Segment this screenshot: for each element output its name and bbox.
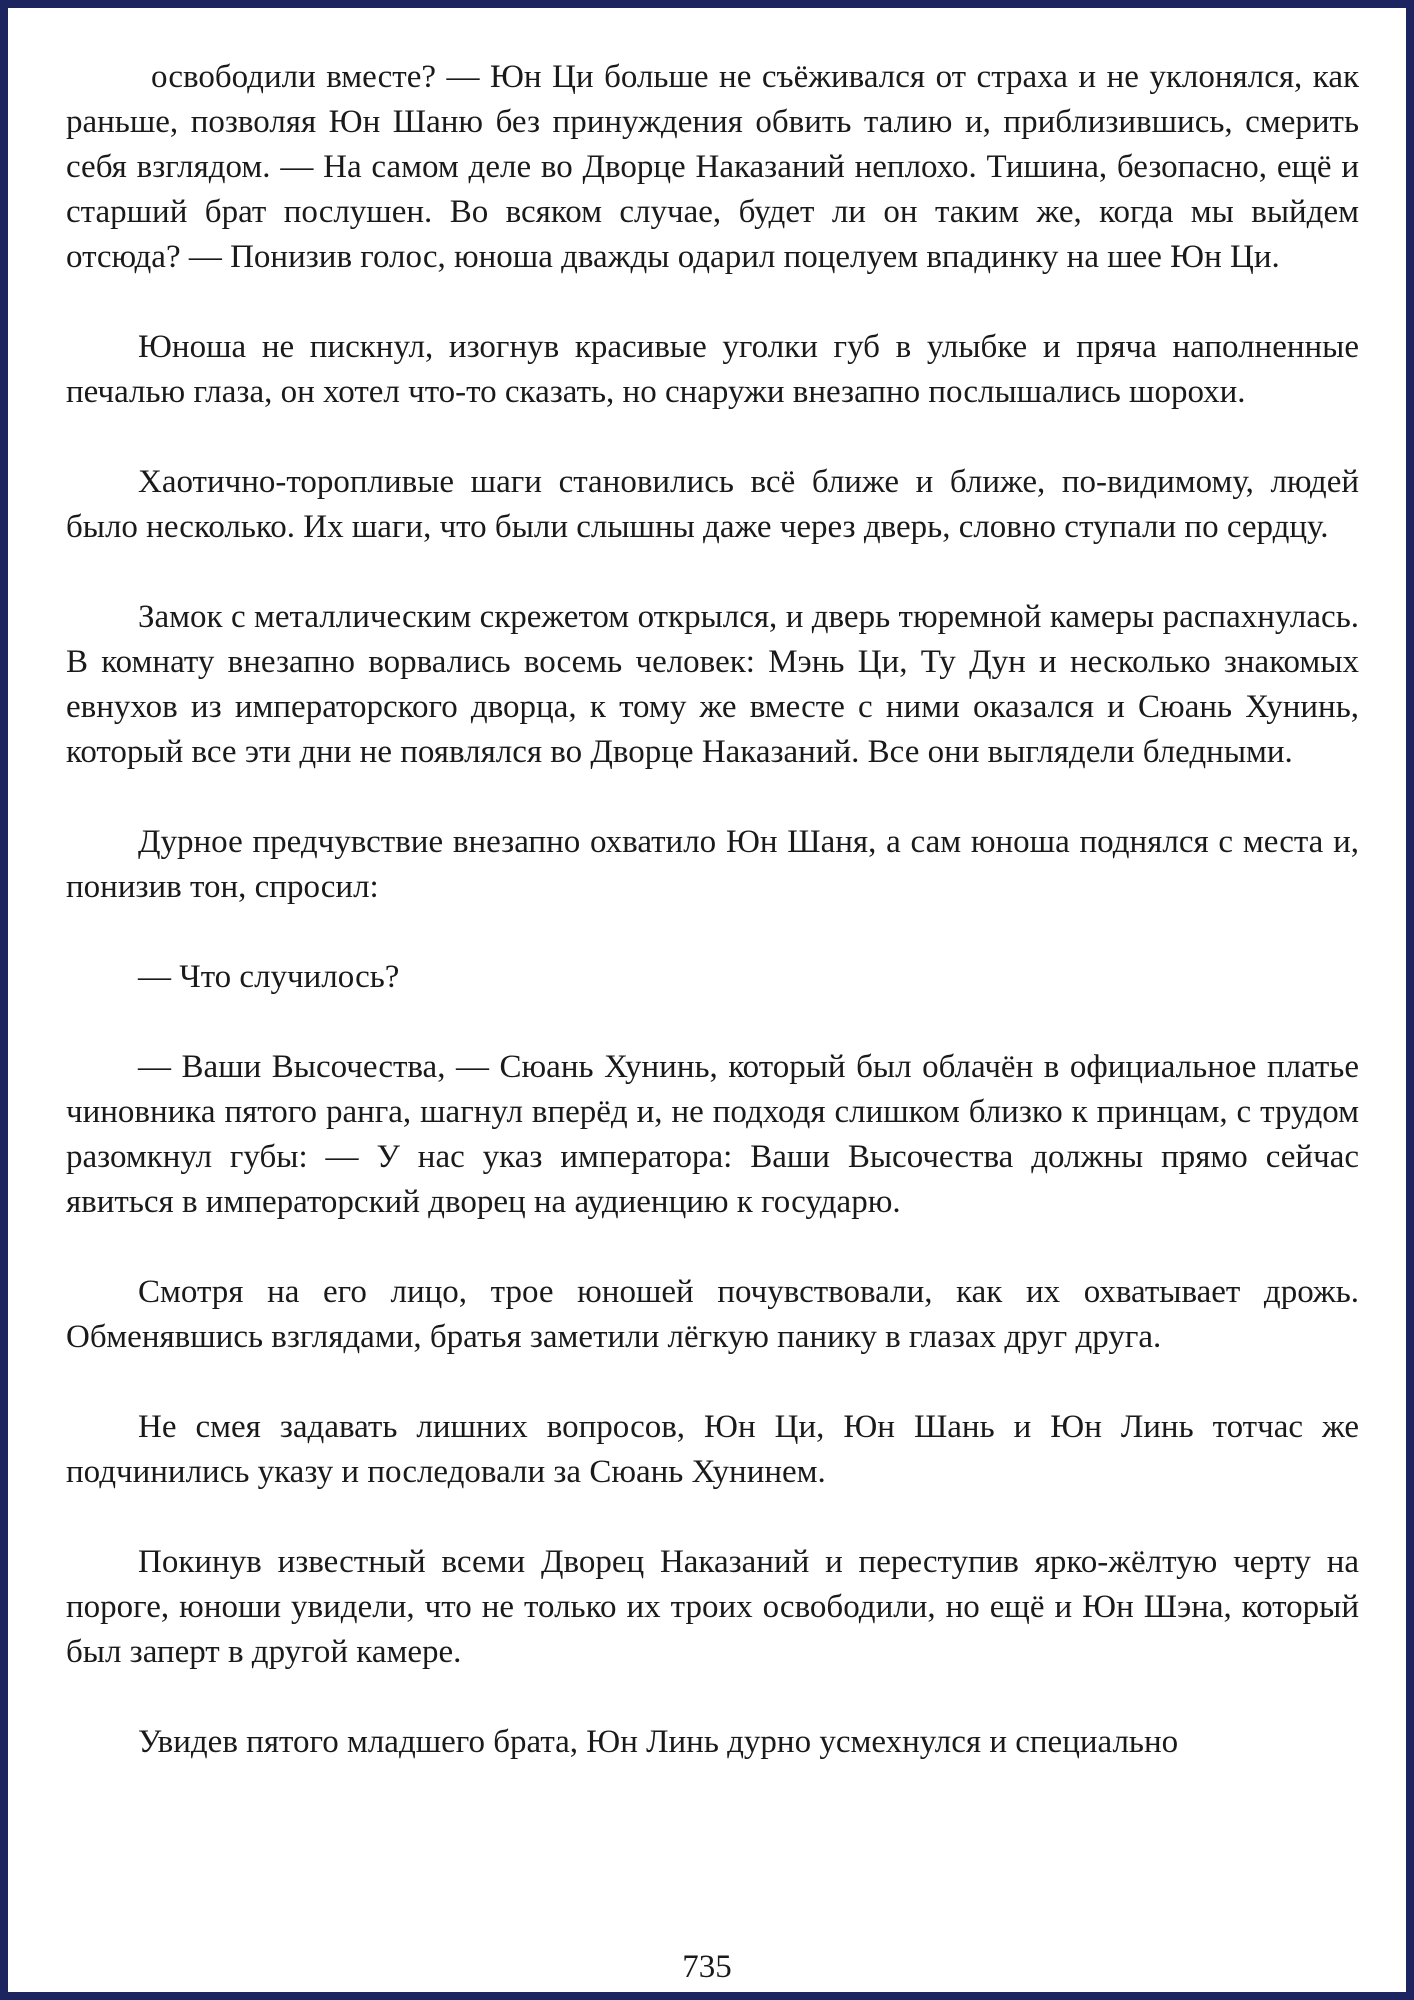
paragraph: освободили вместе? — Юн Ци больше не съёживался от страха и не уклонялся, как раньше, позволяя Юн Шаню без принуждения обвить талию и, приблизившись, смерить себя взглядом. — На самом деле во Дворце Наказаний неплохо. Тишина, безопасно, ещё и старший брат послушен. Во всяком случае, будет ли он таким же, когда мы выйдем отсюда? — Понизив голос, юноша дважды одарил поцелуем впадинку на шее Юн Ци.: [66, 59, 1359, 275]
paragraph: — Ваши Высочества, — Сюань Хунинь, который был облачён в официальное платье чиновника пятого ранга, шагнул вперёд и, не подходя слишком близко к принцам, с трудом разомкнул губы: — У нас указ императора: Ваши Высочества должны прямо сейчас явиться в императорский дворец на аудиенцию к государю.: [66, 1049, 1359, 1220]
paragraph: Замок с металлическим скрежетом открылся, и дверь тюремной камеры распахнулась. В комнату внезапно ворвались восемь человек: Мэнь Ци, Ту Дун и несколько знакомых евнухов из императорского дворца, к тому же вместе с ними оказался и Сюань Хунинь, который все эти дни не появлялся во Дворце Наказаний. Все они выглядели бледными.: [66, 599, 1359, 770]
paragraph: Не смея задавать лишних вопросов, Юн Ци, Юн Шань и Юн Линь тотчас же подчинились указу и последовали за Сюань Хунинем.: [66, 1409, 1359, 1490]
paragraph: Хаотично-торопливые шаги становились всё ближе и ближе, по-видимому, людей было несколько. Их шаги, что были слышны даже через дверь, словно ступали по сердцу.: [66, 464, 1359, 545]
paragraph: Увидев пятого младшего брата, Юн Линь дурно усмехнулся и специально: [138, 1724, 1179, 1760]
paragraph: Покинув известный всеми Дворец Наказаний и переступив ярко-жёлтую черту на пороге, юноши увидели, что не только их троих освободили, но ещё и Юн Шэна, который был заперт в другой камере.: [66, 1544, 1359, 1670]
document-body: [66, 55, 1359, 1765]
paragraph: Юноша не пискнул, изогнув красивые уголки губ в улыбке и пряча наполненные печалью глаза, он хотел что-то сказать, но снаружи внезапно послышались шорохи.: [66, 329, 1359, 410]
paragraph: — Что случилось?: [138, 959, 400, 995]
paragraph: Дурное предчувствие внезапно охватило Юн Шаня, а сам юноша поднялся с места и, понизив тон, спросил:: [66, 824, 1359, 905]
paragraph: Смотря на его лицо, трое юношей почувствовали, как их охватывает дрожь. Обменявшись взглядами, братья заметили лёгкую панику в глазах друг друга.: [66, 1274, 1359, 1355]
page-number: 735: [682, 1949, 732, 1985]
